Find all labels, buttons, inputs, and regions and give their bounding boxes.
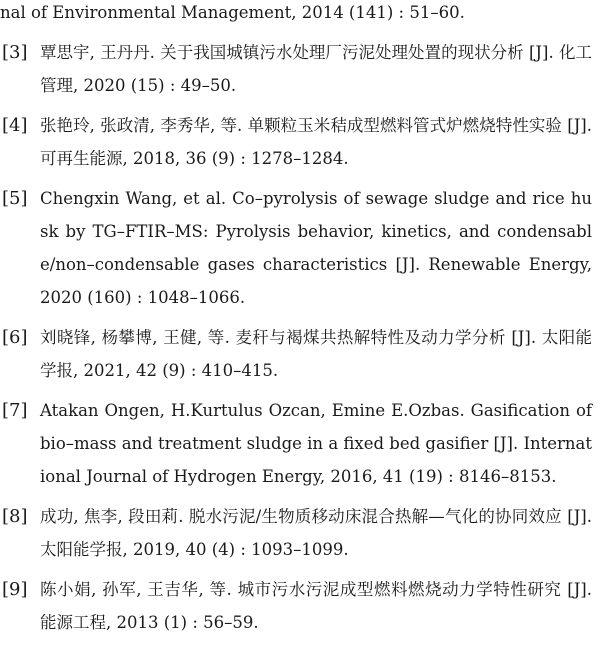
reference-item-7: [0, 394, 600, 493]
reference-item-8: [0, 500, 600, 566]
reference-text: Atakan Ongen, H.Kurtulus Ozcan, Emine E.Ozbas. Gasification of bio–mass and treatment sludge in a fixed bed gasifier [J]. International Journal of Hydrogen Energy, 2016, 41 (19) : 8146–8153.: [40, 401, 592, 486]
reference-text: 成功, 焦李, 段田莉. 脱水污泥/生物质移动床混合热解—气化的协同效应 [J]. 太阳能学报, 2019, 40 (4) : 1093–1099.: [40, 507, 592, 559]
reference-item-4: [0, 109, 600, 175]
reference-text: Chengxin Wang, et al. Co–pyrolysis of sewage sludge and rice husk by TG–FTIR–MS: Pyrolysis behavior, kinetics, and condensable/non–condensable gases characteristics [J]. Renewable Energy, 2020 (160) : 1048–1066.: [40, 189, 592, 307]
reference-number: [6]: [2, 327, 28, 348]
reference-item-6: [0, 321, 600, 387]
reference-text: nal of Environmental Management, 2014 (141) : 51–60.: [0, 3, 465, 22]
reference-text: 覃思宇, 王丹丹. 关于我国城镇污水处理厂污泥处理处置的现状分析 [J]. 化工管理, 2020 (15) : 49–50.: [40, 43, 592, 95]
reference-number: [9]: [2, 579, 28, 600]
reference-number: [5]: [2, 188, 28, 209]
reference-text: 陈小娟, 孙军, 王吉华, 等. 城市污水污泥成型燃料燃烧动力学特性研究 [J]. 能源工程, 2013 (1) : 56–59.: [40, 580, 592, 632]
reference-text: 张艳玲, 张政清, 李秀华, 等. 单颗粒玉米秸成型燃料管式炉燃烧特性实验 [J]. 可再生能源, 2018, 36 (9) : 1278–1284.: [40, 116, 592, 168]
reference-item-3: [0, 36, 600, 102]
reference-number: [4]: [2, 115, 28, 136]
reference-number: [8]: [2, 506, 28, 527]
reference-item-2-continuation: [0, 0, 600, 29]
reference-text: 刘晓锋, 杨攀博, 王健, 等. 麦秆与褐煤共热解特性及动力学分析 [J]. 太阳能学报, 2021, 42 (9) : 410–415.: [40, 328, 592, 380]
reference-item-5: [0, 182, 600, 314]
reference-number: [7]: [2, 400, 28, 421]
reference-number: [3]: [2, 42, 28, 63]
reference-item-9: [0, 573, 600, 639]
